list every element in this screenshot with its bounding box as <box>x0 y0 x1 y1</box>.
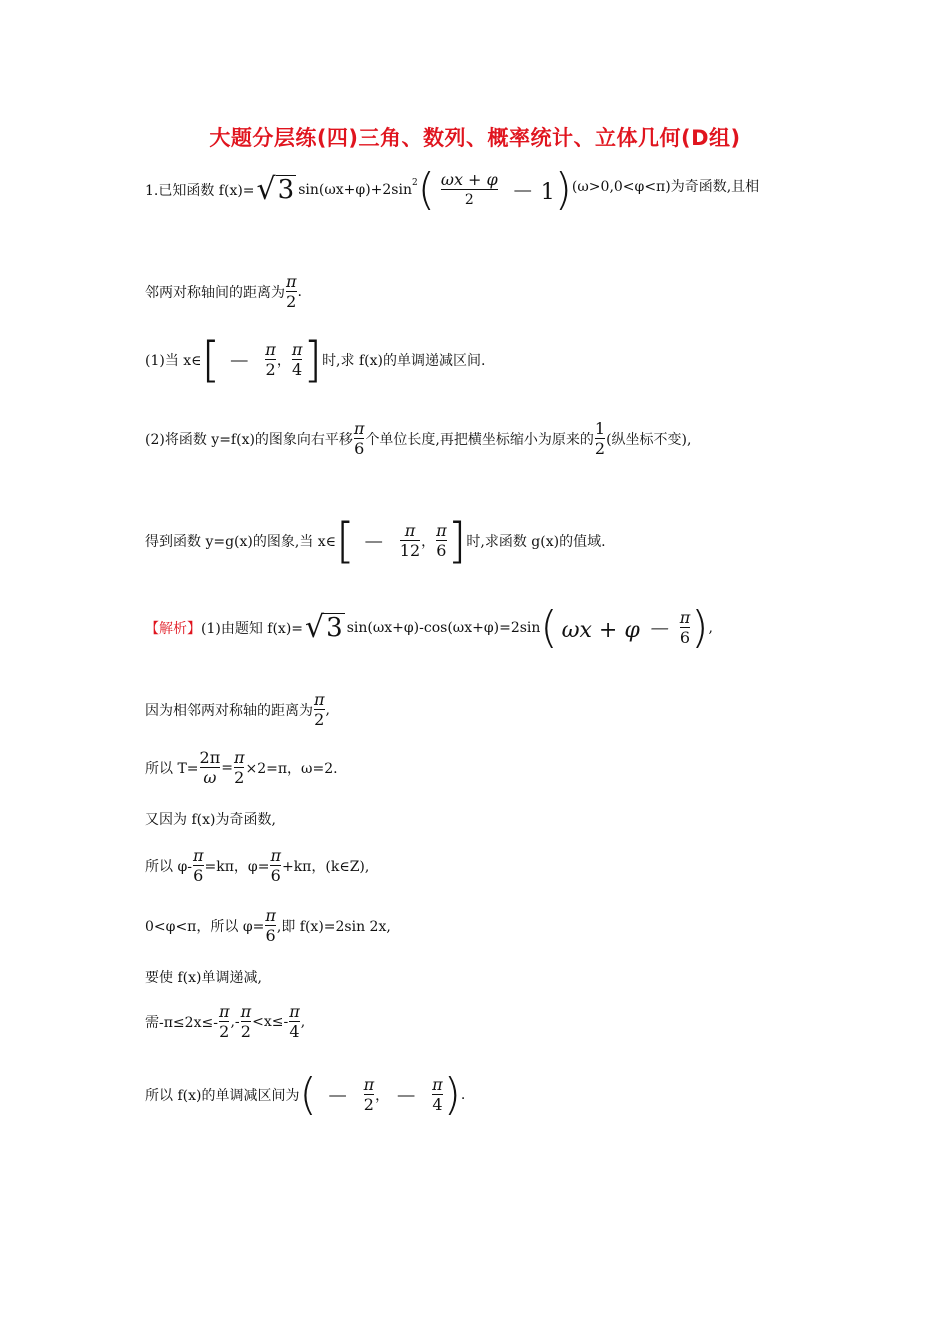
sol-line7 <box>145 966 262 988</box>
fraction-2pi-omega: $\frac{2\pi}{\omega}$ <box>199 748 221 787</box>
text: 所以 φ- <box>145 859 192 875</box>
text: 0<φ<π，所以 φ= <box>145 919 265 935</box>
text: ,- <box>230 1014 240 1030</box>
fraction-pi-2: $\frac{\pi}{2}$ <box>265 340 276 379</box>
text: 个单位长度,再把横坐标缩小为原来的 <box>365 432 594 448</box>
fraction-pi-4: $\frac{\pi}{4}$ <box>432 1075 443 1114</box>
fraction-pi-12: $\frac{\pi}{12}$ <box>399 521 421 560</box>
minus-one: － 1 <box>511 179 555 205</box>
sqrt-3 <box>256 172 297 207</box>
text: 所以 f(x)的单调减区间为 <box>145 1088 300 1104</box>
fraction-pi-2: $\frac{\pi}{2}$ <box>218 1002 230 1041</box>
superscript: 2 <box>411 178 418 188</box>
text: 时,求函数 g(x)的值域. <box>466 534 606 550</box>
fraction-pi-6: $\frac{\pi}{6}$ <box>679 608 691 647</box>
text: +kπ，(k∈Z), <box>281 859 370 875</box>
text: sin(ωx+φ)+2sin <box>298 182 412 198</box>
text: 时,求 f(x)的单调递减区间. <box>322 353 486 369</box>
sol-line6 <box>145 904 391 948</box>
fraction-pi-4: $\frac{\pi}{4}$ <box>291 340 303 379</box>
comma: , <box>708 620 713 636</box>
fraction-pi-6: $\frac{\pi}{6}$ <box>353 419 365 458</box>
left-paren: ( <box>299 1069 317 1120</box>
fraction-pi-6: $\frac{\pi}{6}$ <box>265 906 276 945</box>
text: 要使 f(x)单调递减, <box>145 970 262 986</box>
fraction-pi-2: $\frac{\pi}{2}$ <box>314 690 325 729</box>
sol-line8 <box>145 1000 305 1044</box>
left-paren: ( <box>417 164 435 215</box>
fraction-pi-4: $\frac{\pi}{4}$ <box>289 1002 300 1041</box>
comma: ， <box>375 1088 390 1104</box>
text: sin(ωx+φ)-cos(ωx+φ)=2sin <box>346 620 541 636</box>
text: (纵坐标不变), <box>606 432 692 448</box>
period: . <box>297 284 302 300</box>
minus: － <box>228 349 251 375</box>
sol-line4 <box>145 808 276 830</box>
sol-line5 <box>145 844 369 888</box>
left-bracket: [ <box>201 332 221 388</box>
equals: = <box>221 760 233 776</box>
text: 得到函数 y=g(x)的图象,当 x∈ <box>145 534 337 550</box>
radicand: 3 <box>326 613 343 644</box>
minus: － <box>395 1084 418 1110</box>
comma: ， <box>276 353 291 369</box>
comma: , <box>300 1014 306 1030</box>
text: 又因为 f(x)为奇函数, <box>145 812 276 828</box>
fraction-pi-6: $\frac{\pi}{6}$ <box>436 521 447 560</box>
sol-line1 <box>145 600 713 656</box>
text: ×2=π，ω=2. <box>245 761 338 777</box>
solution-tag: 【解析】 <box>145 621 201 637</box>
text: (1)当 x∈ <box>145 353 202 369</box>
radical-sign: √ <box>305 610 325 645</box>
radicand: 3 <box>277 175 295 206</box>
fraction-1-2: $\frac{1}{2}$ <box>594 419 606 458</box>
right-bracket: ] <box>447 513 467 569</box>
q1-line2 <box>145 270 302 314</box>
q1-line1 <box>145 162 759 218</box>
text: (1)由题知 f(x)= <box>201 621 304 637</box>
text: 1.已知函数 f(x)= <box>145 183 255 199</box>
comma: ， <box>421 534 436 550</box>
right-paren: ) <box>554 164 572 215</box>
page-title: 大题分层练(四)三角、数列、概率统计、立体几何(D组) <box>209 126 741 150</box>
fraction-pi-2: $\frac{\pi}{2}$ <box>240 1002 252 1041</box>
fraction-pi-6: $\frac{\pi}{6}$ <box>192 846 204 885</box>
fraction-pi-6: $\frac{\pi}{6}$ <box>270 846 281 885</box>
sol-line9 <box>145 1068 465 1122</box>
radical-sign: √ <box>256 172 276 207</box>
right-bracket: ] <box>303 332 323 388</box>
fraction-pi-2: $\frac{\pi}{2}$ <box>286 272 297 311</box>
q1-part2 <box>145 414 691 464</box>
text: (2)将函数 y=f(x)的图象向右平移 <box>145 432 353 448</box>
fraction-pi-2: $\frac{\pi}{2}$ <box>233 748 245 787</box>
period: . <box>460 1087 466 1103</box>
q1-part1 <box>145 332 486 388</box>
text: ,即 f(x)=2sin 2x, <box>276 919 391 935</box>
math: ωx + φ － <box>561 617 669 643</box>
right-paren: ) <box>443 1069 461 1120</box>
left-bracket: [ <box>336 513 355 569</box>
text: 邻两对称轴间的距离为 <box>145 285 285 301</box>
comma: , <box>325 702 330 718</box>
sqrt-3 <box>305 610 345 645</box>
sol-line3 <box>145 746 338 790</box>
minus: － <box>362 530 385 556</box>
sol-line2 <box>145 688 330 732</box>
text: (ω>0,0<φ<π)为奇函数,且相 <box>571 179 760 195</box>
text: 因为相邻两对称轴的距离为 <box>145 703 313 719</box>
q1-part2-cont <box>145 513 606 569</box>
fraction: $\frac{\omega x + \varphi}{2}$ <box>440 170 498 208</box>
text: 需-π≤2x≤- <box>145 1015 218 1031</box>
left-paren: ( <box>540 602 558 653</box>
text: =kπ，φ= <box>204 859 270 875</box>
fraction-pi-2: $\frac{\pi}{2}$ <box>363 1075 375 1114</box>
text: 所以 T= <box>145 761 199 777</box>
minus: － <box>326 1084 349 1110</box>
text: <x≤- <box>252 1014 289 1030</box>
right-paren: ) <box>691 602 709 653</box>
